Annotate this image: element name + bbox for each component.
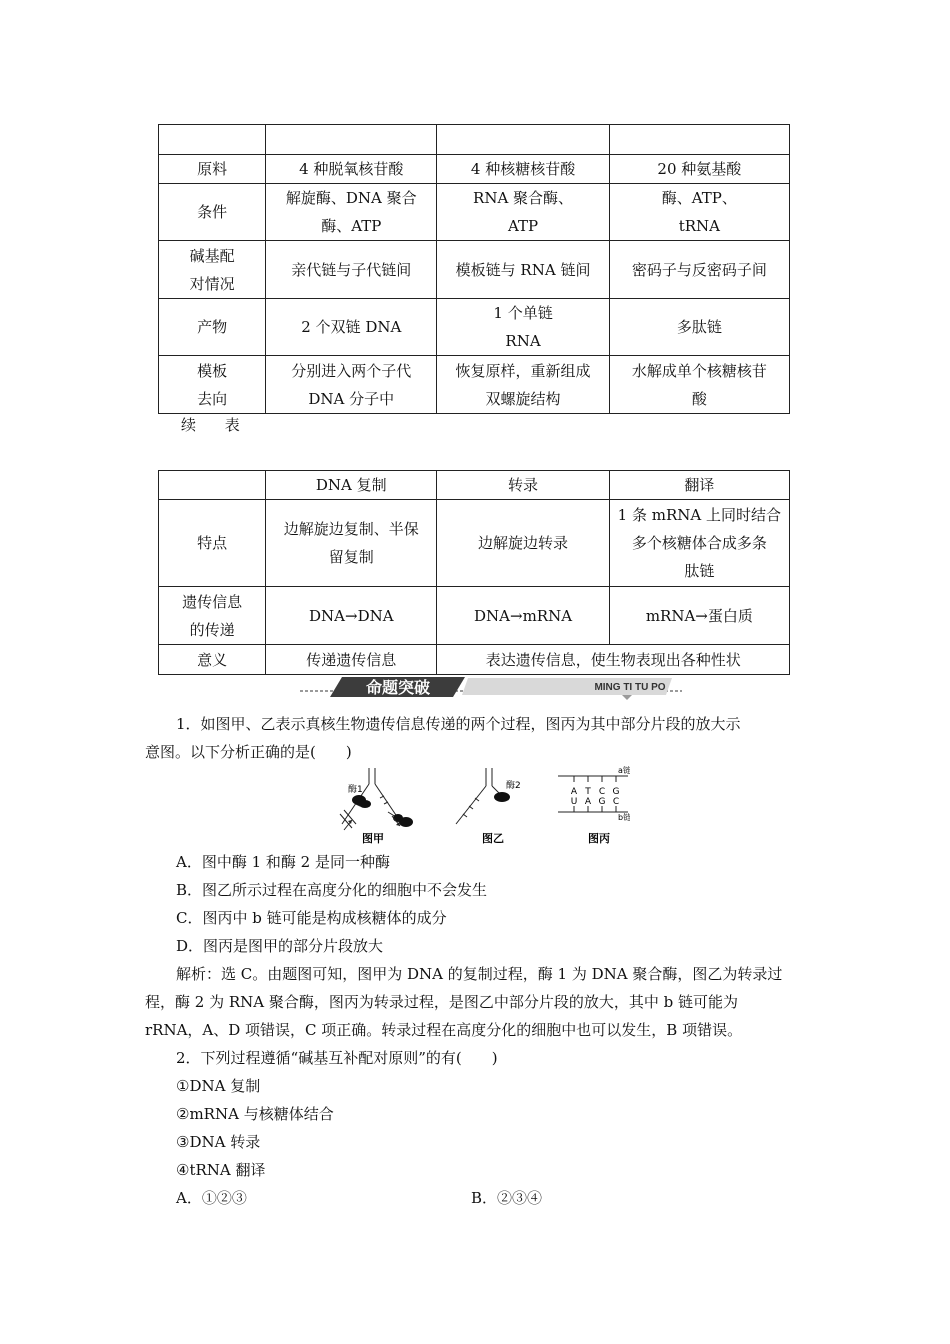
comparison-table-1 <box>158 124 790 414</box>
b-chain-label: b链 <box>618 813 630 822</box>
text-line: 2 个双链 DNA <box>301 318 402 336</box>
table-cell <box>609 500 789 587</box>
q2-item: ④tRNA 翻译 <box>176 1161 266 1179</box>
q2-item: ①DNA 复制 <box>176 1077 261 1095</box>
header-cell: DNA 复制 <box>266 471 437 500</box>
dna-process-diagrams <box>330 762 630 852</box>
q2-item: ②mRNA 与核糖体结合 <box>176 1105 334 1123</box>
table-cell <box>609 356 789 414</box>
row-label <box>159 356 266 414</box>
q2-stem: 2．下列过程遵循“碱基互补配对原则”的有( ) <box>176 1049 498 1067</box>
text-line: 条件 <box>197 203 228 221</box>
text-line: 水解成单个核糖核苷 <box>631 361 767 380</box>
text-line: 密码子与反密码子间 <box>631 260 767 279</box>
text-line: 肽链 <box>684 562 715 580</box>
section-banner <box>300 675 682 701</box>
text-line: 4 种脱氧核苷酸 <box>299 160 404 178</box>
table-cell <box>437 500 609 587</box>
table-row <box>159 587 790 645</box>
enzyme2-label: 酶2 <box>506 781 521 791</box>
header-cell <box>159 125 266 155</box>
table-row <box>159 299 790 356</box>
figure-jia <box>340 768 413 845</box>
text-line: 的传递 <box>189 620 235 639</box>
table-cell <box>437 587 609 645</box>
text-line: 4 种核糖核苷酸 <box>470 160 576 178</box>
text-line: 酶、ATP <box>321 217 382 235</box>
table-row <box>159 155 790 184</box>
q1-option-a: A．图中酶 1 和酶 2 是同一种酶 <box>176 853 390 871</box>
header-cell <box>159 471 266 500</box>
text-line: DNA 分子中 <box>308 389 395 408</box>
q2-item: ③DNA 转录 <box>176 1133 261 1151</box>
table-cell <box>266 241 437 299</box>
text-line: 多个核糖体合成多条 <box>631 534 767 552</box>
figure-jia-caption: 图甲 <box>362 832 384 845</box>
table-row <box>159 184 790 241</box>
text-line: 双螺旋结构 <box>485 389 561 408</box>
text-line: RNA <box>505 332 541 350</box>
table-cell <box>609 587 789 645</box>
text-line: 亲代链与子代链间 <box>291 260 412 279</box>
base-label: C <box>612 797 620 807</box>
table-cell <box>609 241 789 299</box>
table-cell-merged: 表达遗传信息，使生物表现出各种性状 <box>437 645 790 675</box>
q1-figures <box>330 762 630 852</box>
table-header-row <box>159 471 790 500</box>
text-line: 模板 <box>197 361 228 380</box>
text-line: 模板链与 RNA 链间 <box>455 260 591 279</box>
text-line: 留复制 <box>328 548 374 566</box>
header-cell <box>266 125 437 155</box>
text-line: mRNA→蛋白质 <box>645 606 753 625</box>
text-line: 特点 <box>197 534 228 552</box>
banner-pinyin: MING TI TU PO <box>594 682 666 693</box>
table-cell: 传递遗传信息 <box>266 645 437 675</box>
q1-stem-line: 意图。以下分析正确的是( ) <box>145 743 352 761</box>
row-label <box>159 155 266 184</box>
text-line: 1 条 mRNA 上同时结合 <box>617 506 781 524</box>
base-label: A <box>584 797 592 807</box>
text-line: tRNA <box>678 217 720 235</box>
text-line: 原料 <box>197 160 228 178</box>
banner-title: 命题突破 <box>365 678 431 697</box>
table-cell <box>266 356 437 414</box>
base-label: A <box>570 787 578 797</box>
a-chain-label: a链 <box>618 766 630 775</box>
table-row <box>159 645 790 675</box>
table-row <box>159 500 790 587</box>
banner-arrow-icon <box>622 695 632 700</box>
row-label <box>159 587 266 645</box>
figure-bing-caption: 图丙 <box>588 832 610 845</box>
text-line: 遗传信息 <box>182 592 243 611</box>
base-label: C <box>598 787 606 797</box>
base-label: U <box>570 797 578 807</box>
table-cell <box>266 299 437 356</box>
base-label: T <box>585 787 591 797</box>
text-line: RNA 聚合酶、 <box>473 189 574 207</box>
q1-option-c: C．图丙中 b 链可能是构成核糖体的成分 <box>176 909 447 927</box>
q1-option-b: B．图乙所示过程在高度分化的细胞中不会发生 <box>176 881 488 899</box>
figure-bing <box>558 765 630 845</box>
q1-analysis-line: 程，酶 2 为 RNA 聚合酶，图丙为转录过程，是图乙中部分片段的放大，其中 b 链可能为 <box>145 993 739 1011</box>
table-cell <box>437 356 609 414</box>
table-row <box>159 241 790 299</box>
text-line: 碱基配 <box>189 246 235 265</box>
text-line: 1 个单链 <box>493 304 553 322</box>
text-line: ATP <box>507 217 539 235</box>
table-row <box>159 356 790 414</box>
text-line: 酸 <box>691 389 707 408</box>
text-line: 去向 <box>197 389 228 408</box>
figure-yi <box>456 768 521 845</box>
enzyme-blob <box>393 814 403 822</box>
q1-stem-line: 1．如图甲、乙表示真核生物遗传信息传递的两个过程，图丙为其中部分片段的放大示 <box>176 715 741 733</box>
text-line: 解旋酶、DNA 聚合 <box>285 189 417 207</box>
enzyme1-blob <box>359 800 371 808</box>
text-line: 恢复原样，重新组成 <box>455 361 591 380</box>
table-cell <box>609 299 789 356</box>
header-cell <box>437 125 609 155</box>
q1-analysis-line: 解析：选 C。由题图可知，图甲为 DNA 的复制过程，酶 1 为 DNA 聚合酶，图乙为转录过 <box>176 965 783 983</box>
table-cell <box>437 184 609 241</box>
table-cell <box>437 299 609 356</box>
text-line: 分别进入两个子代 <box>291 361 412 380</box>
header-cell: 转录 <box>437 471 609 500</box>
text-line: 产物 <box>197 318 228 336</box>
enzyme1-label: 酶1 <box>348 785 363 795</box>
row-label <box>159 299 266 356</box>
row-label <box>159 500 266 587</box>
comparison-table-2 <box>158 470 790 675</box>
row-label: 意义 <box>159 645 266 675</box>
figure-yi-caption: 图乙 <box>482 832 504 845</box>
text-line: 边解旋边转录 <box>478 534 569 552</box>
table-cell <box>609 155 789 184</box>
text-line: 对情况 <box>189 274 235 293</box>
table-cell <box>437 241 609 299</box>
text-line: 边解旋边复制、半保 <box>283 520 419 538</box>
enzyme2-blob <box>494 792 510 802</box>
table-cell <box>266 500 437 587</box>
header-cell: 翻译 <box>609 471 789 500</box>
table-cell <box>609 184 789 241</box>
row-label <box>159 241 266 299</box>
text-line: DNA→mRNA <box>474 606 573 625</box>
q1-analysis-line: rRNA，A、D 项错误，C 项正确。转录过程在高度分化的细胞中也可以发生，B 项错误。 <box>145 1021 743 1039</box>
row-label <box>159 184 266 241</box>
q2-option-b: B．②③④ <box>471 1189 543 1207</box>
table-cell <box>266 587 437 645</box>
base-label: G <box>612 787 620 797</box>
q1-option-d: D．图丙是图甲的部分片段放大 <box>176 937 384 955</box>
text-line: 20 种氨基酸 <box>657 160 742 178</box>
text-line: DNA→DNA <box>309 606 394 625</box>
q2-option-a: A．①②③ <box>176 1189 247 1207</box>
table-cell <box>437 155 609 184</box>
table-cell <box>266 155 437 184</box>
header-cell <box>609 125 789 155</box>
continued-table-label: 续 表 <box>181 416 252 434</box>
base-label: G <box>598 797 606 807</box>
banner-graphic <box>300 675 682 701</box>
text-line: 多肽链 <box>676 318 722 336</box>
text-line: 酶、ATP、 <box>661 189 737 207</box>
table-cell <box>266 184 437 241</box>
table-header-row <box>159 125 790 155</box>
